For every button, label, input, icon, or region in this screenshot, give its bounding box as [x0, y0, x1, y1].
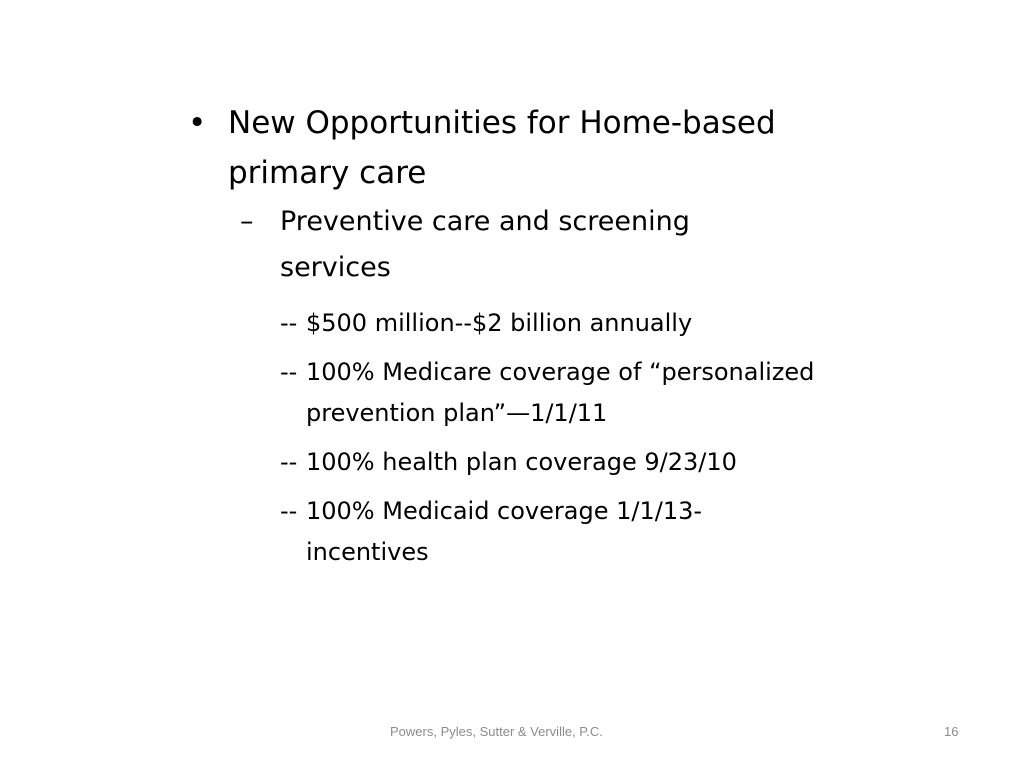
list-item-text: 100% Medicare coverage of “personalized prevention plan”—1/1/11	[306, 358, 815, 427]
list-item-text: 100% health plan coverage 9/23/10	[306, 448, 737, 476]
bullet-text: New Opportunities for Home-based primary care	[228, 105, 776, 191]
bullet-icon: •	[188, 105, 207, 141]
double-dash-icon: --	[280, 448, 298, 476]
list-item	[280, 491, 908, 573]
page-number: 16	[944, 724, 959, 739]
bullet-level-3-list	[280, 303, 908, 573]
slide-content	[188, 98, 908, 581]
list-item	[280, 352, 908, 434]
double-dash-icon: --	[280, 309, 298, 337]
dash-icon: –	[240, 206, 254, 237]
double-dash-icon: --	[280, 358, 298, 386]
list-item-text: 100% Medicaid coverage 1/1/13-incentives	[306, 497, 703, 566]
list-item-text: $500 million--$2 billion annually	[306, 309, 693, 337]
double-dash-icon: --	[280, 497, 298, 525]
footer-text: Powers, Pyles, Sutter & Verville, P.C.	[390, 724, 603, 739]
list-item	[280, 303, 908, 344]
bullet-level-2	[240, 199, 760, 291]
subbullet-text: Preventive care and screening services	[280, 206, 690, 283]
bullet-level-1	[188, 98, 788, 198]
list-item	[280, 442, 908, 483]
